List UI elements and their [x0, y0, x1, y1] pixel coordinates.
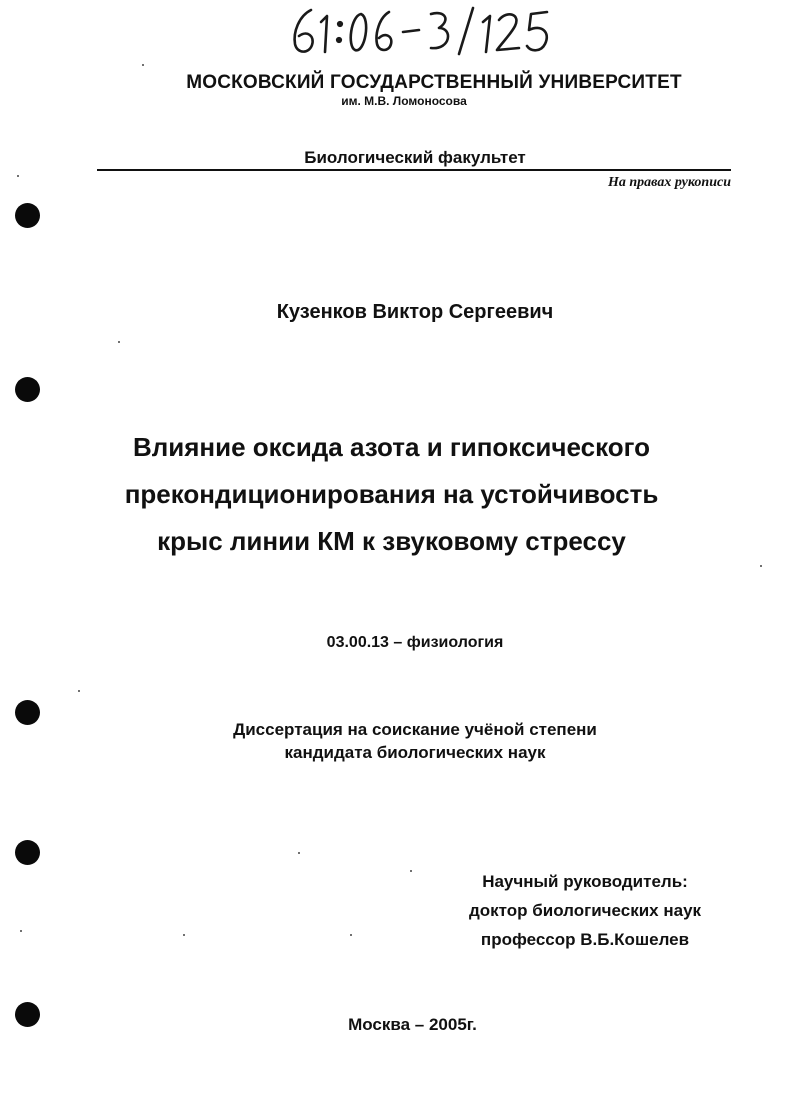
handwritten-archive-mark [285, 2, 575, 58]
university-name: МОСКОВСКИЙ ГОСУДАРСТВЕННЫЙ УНИВЕРСИТЕТ [186, 72, 682, 93]
rights-note: На правах рукописи [608, 175, 731, 190]
punch-hole [15, 700, 40, 725]
dissertation-title [0, 424, 783, 565]
scan-speck [17, 175, 19, 177]
supervisor-block [430, 867, 740, 954]
supervisor-line: профессор В.Б.Кошелев [480, 930, 690, 949]
degree-line: кандидата биологических наук [284, 743, 546, 762]
scan-speck [410, 870, 412, 872]
author-name: Кузенков Виктор Сергеевич [276, 301, 554, 323]
scan-speck [118, 341, 120, 343]
punch-hole [15, 377, 40, 402]
scan-speck [760, 565, 762, 567]
punch-hole [15, 203, 40, 228]
specialty-code: 03.00.13 – физиология [326, 634, 504, 651]
scan-speck [20, 930, 22, 932]
degree-line: Диссертация на соискание учёной степени [233, 720, 597, 739]
title-line: Влияние оксида азота и гипоксического [132, 432, 651, 462]
header-divider [97, 169, 731, 171]
city-year: Москва – 2005г. [348, 1015, 477, 1034]
scan-speck [183, 934, 185, 936]
supervisor-line: Научный руководитель: [482, 872, 688, 891]
degree-statement [0, 718, 793, 764]
scan-speck [298, 852, 300, 854]
university-subtitle: им. М.В. Ломоносова [341, 94, 467, 108]
punch-hole [15, 840, 40, 865]
title-line: крыс линии КМ к звуковому стрессу [157, 526, 626, 556]
faculty-name: Биологический факультет [304, 148, 526, 167]
title-line: прекондиционирования на устойчивость [124, 479, 659, 509]
scan-speck [78, 690, 80, 692]
scan-speck [142, 64, 144, 66]
punch-hole [15, 1002, 40, 1027]
supervisor-line: доктор биологических наук [468, 901, 702, 920]
scan-speck [350, 934, 352, 936]
